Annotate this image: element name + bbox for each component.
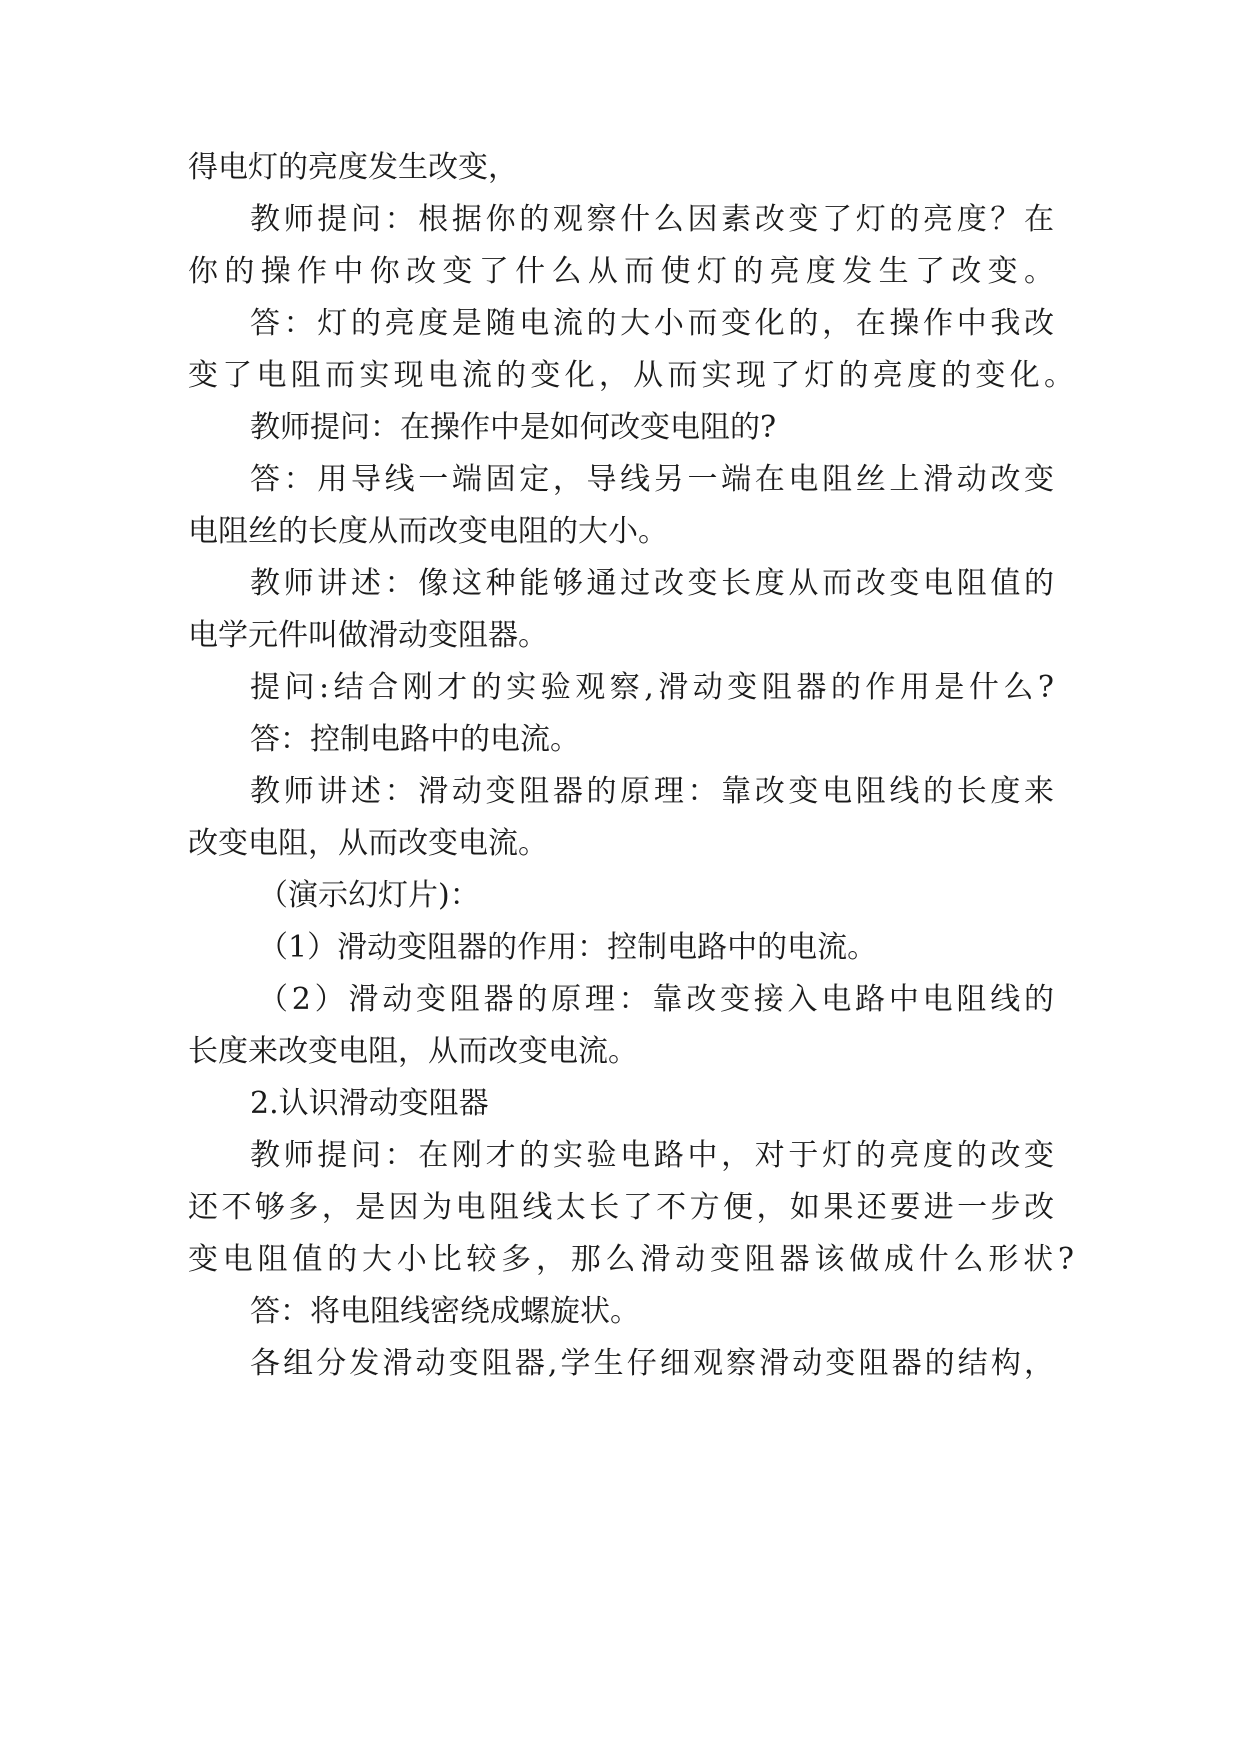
text-line: 答：用导线一端固定，导线另一端在电阻丝上滑动改变: [250, 462, 1054, 497]
text-line: 答：控制电路中的电流。: [250, 722, 580, 757]
text-line: 电学元件叫做滑动变阻器。: [188, 618, 548, 653]
text-line: 答：灯的亮度是随电流的大小而变化的，在操作中我改: [250, 306, 1054, 341]
text-line: 还不够多，是因为电阻线太长了不方便，如果还要进一步改: [188, 1190, 1054, 1225]
text-line: 变电阻值的大小比较多，那么滑动变阻器该做成什么形状?: [188, 1242, 1074, 1277]
text-line: 提问:结合刚才的实验观察,滑动变阻器的作用是什么?: [250, 670, 1054, 705]
text-line: 答：将电阻线密绕成螺旋状。: [250, 1294, 640, 1329]
text-line: 变了电阻而实现电流的变化，从而实现了灯的亮度的变化。: [188, 358, 1074, 393]
text-line: 教师提问：根据你的观察什么因素改变了灯的亮度？在: [250, 202, 1054, 237]
text-line: 得电灯的亮度发生改变，: [188, 150, 518, 185]
text-line: 2.认识滑动变阻器: [250, 1086, 489, 1121]
text-line: 教师提问：在操作中是如何改变电阻的?: [250, 410, 777, 445]
text-line: 长度来改变电阻，从而改变电流。: [188, 1034, 638, 1069]
text-line: 电阻丝的长度从而改变电阻的大小。: [188, 514, 668, 549]
text-line: （1）滑动变阻器的作用：控制电路中的电流。: [258, 930, 878, 965]
text-line: （演示幻灯片)：: [258, 878, 480, 913]
text-line: 你的操作中你改变了什么从而使灯的亮度发生了改变。: [188, 254, 1054, 289]
text-line: （2）滑动变阻器的原理：靠改变接入电路中电阻线的: [258, 982, 1054, 1017]
text-line: 教师讲述：滑动变阻器的原理：靠改变电阻线的长度来: [250, 774, 1054, 809]
text-line: 各组分发滑动变阻器,学生仔细观察滑动变阻器的结构，: [250, 1346, 1054, 1381]
text-line: 改变电阻，从而改变电流。: [188, 826, 548, 861]
text-line: 教师讲述：像这种能够通过改变长度从而改变电阻值的: [250, 566, 1054, 601]
text-line: 教师提问：在刚才的实验电路中，对于灯的亮度的改变: [250, 1138, 1054, 1173]
